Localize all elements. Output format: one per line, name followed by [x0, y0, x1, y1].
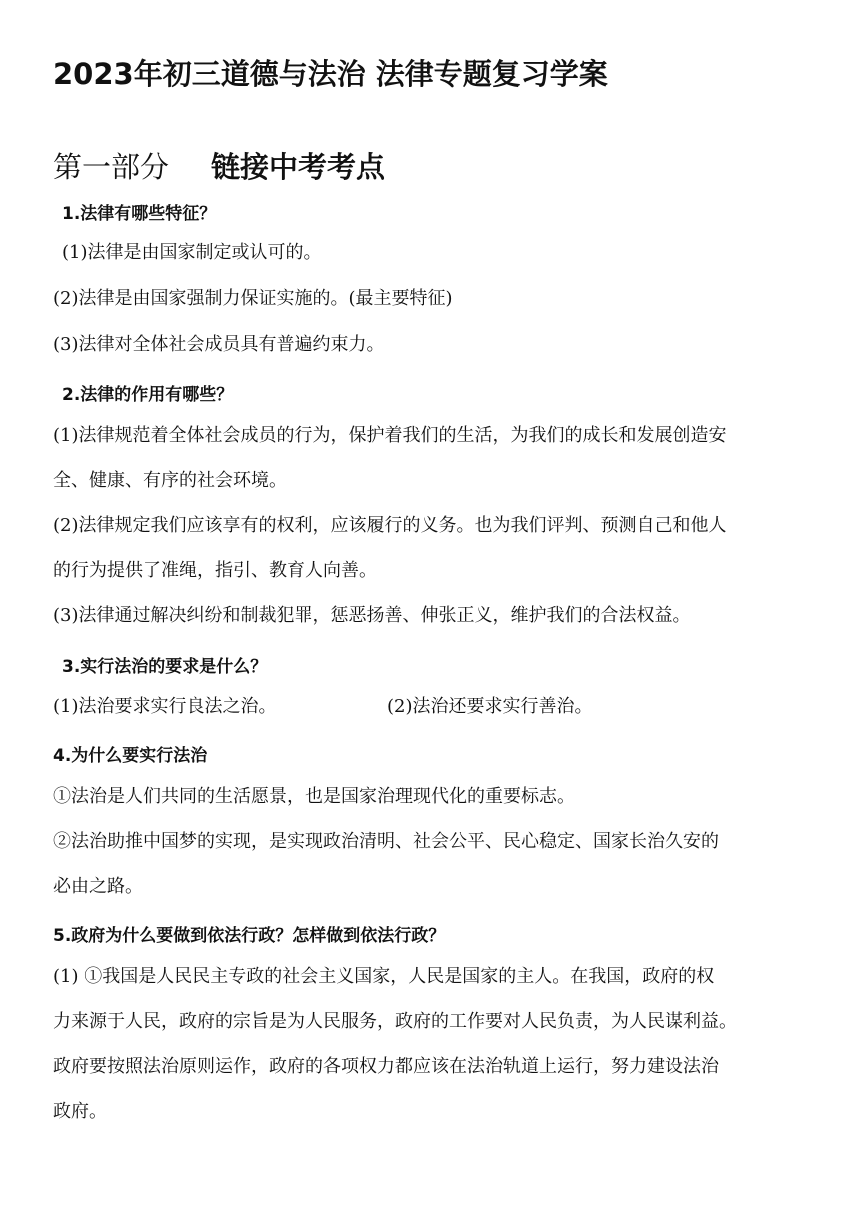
answer-line: (3)法律通过解决纠纷和制裁犯罪，惩恶扬善、伸张正义，维护我们的合法权益。 — [53, 605, 691, 626]
answer-line: 全、健康、有序的社会环境。 — [53, 470, 287, 491]
answer-line: 力来源于人民，政府的宗旨是为人民服务，政府的工作要对人民负责，为人民谋利益。 — [53, 1011, 737, 1032]
answer-item-1-1: (1)法律是由国家制定或认可的。 — [62, 242, 322, 263]
answer-row-3 — [53, 684, 593, 729]
part-name: 链接中考考点 — [211, 150, 386, 184]
answer-line: 政府。 — [53, 1101, 107, 1122]
answer-item-3-1: (1)法治要求实行良法之治。 — [53, 696, 277, 717]
answer-line: ②法治助推中国梦的实现，是实现政治清明、社会公平、民心稳定、国家长治久安的 — [53, 831, 719, 852]
answer-line: 的行为提供了准绳，指引、教育人向善。 — [53, 560, 377, 581]
answer-line: (1) ①我国是人民民主专政的社会主义国家，人民是国家的主人。在我国，政府的权 — [53, 966, 715, 987]
part-heading — [53, 145, 385, 186]
question-heading-3: 3.实行法治的要求是什么？ — [62, 657, 268, 677]
answer-item-3-2: (2)法治还要求实行善治。 — [387, 696, 593, 717]
question-heading-1: 1.法律有哪些特征？ — [62, 204, 217, 224]
answer-item-4-2 — [53, 819, 813, 909]
answer-line: 必由之路。 — [53, 876, 143, 897]
answer-item-2-1 — [53, 413, 813, 503]
answer-item-4-1 — [53, 774, 813, 819]
question-heading-4: 4.为什么要实行法治 — [53, 746, 208, 766]
answer-item-1-3: (3)法律对全体社会成员具有普遍约束力。 — [53, 334, 385, 355]
answer-line: ①法治是人们共同的生活愿景，也是国家治理现代化的重要标志。 — [53, 786, 575, 807]
document-title: 2023年初三道德与法治 法律专题复习学案 — [53, 57, 608, 91]
part-label: 第一部分 — [53, 150, 170, 184]
answer-line: 政府要按照法治原则运作，政府的各项权力都应该在法治轨道上运行，努力建设法治 — [53, 1056, 719, 1077]
question-heading-2: 2.法律的作用有哪些？ — [62, 385, 234, 405]
answer-item-1-2: (2)法律是由国家强制力保证实施的。(最主要特征) — [53, 288, 453, 309]
answer-line: (1)法律规范着全体社会成员的行为，保护着我们的生活，为我们的成长和发展创造安 — [53, 425, 727, 446]
answer-item-2-3 — [53, 593, 813, 638]
question-heading-5: 5.政府为什么要做到依法行政？怎样做到依法行政？ — [53, 926, 446, 946]
answer-line: (2)法律规定我们应该享有的权利，应该履行的义务。也为我们评判、预测自己和他人 — [53, 515, 727, 536]
answer-item-2-2 — [53, 503, 813, 593]
answer-item-5-1 — [53, 954, 813, 1134]
